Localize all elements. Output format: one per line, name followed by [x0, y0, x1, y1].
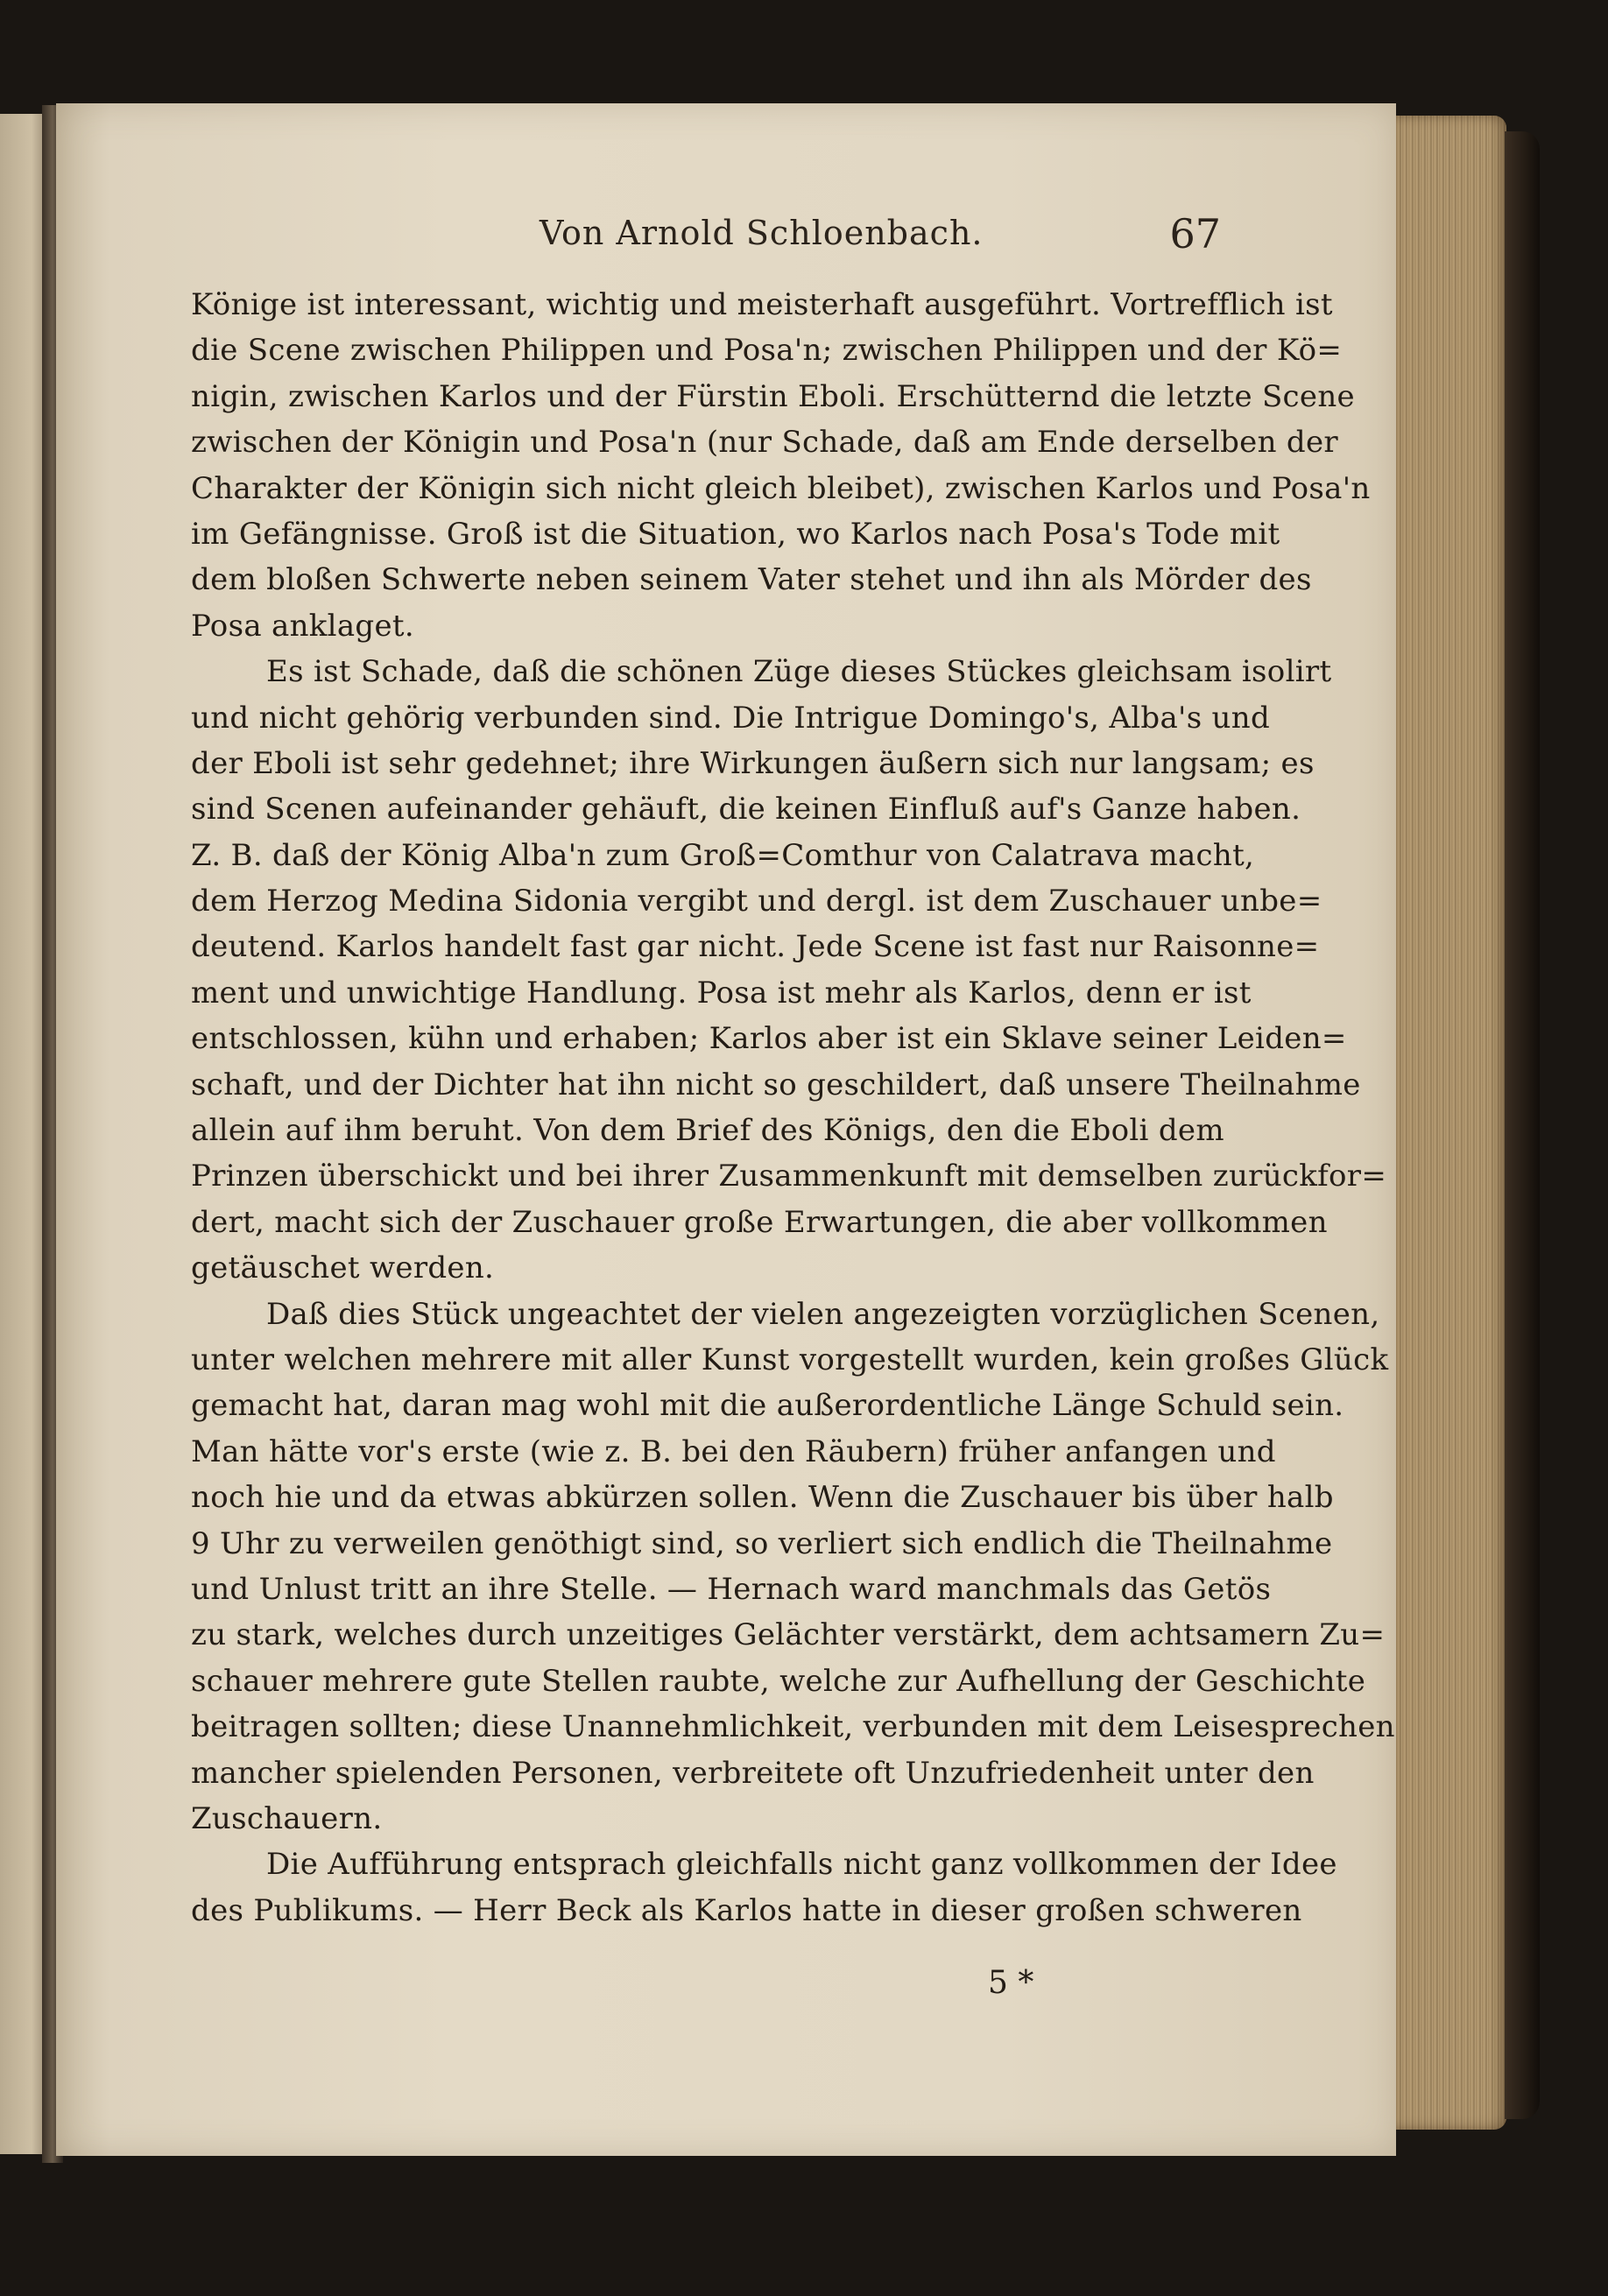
- text-line: Z. B. daß der König Alba'n zum Groß=Comthur von Calatrava macht,: [191, 837, 1255, 873]
- text-line: getäuschet werden.: [191, 1250, 495, 1286]
- text-line: und nicht gehörig verbunden sind. Die Intrigue Domingo's, Alba's und: [191, 700, 1271, 736]
- text-line: zu stark, welches durch unzeitiges Gelächter verstärkt, dem achtsamern Zu=: [191, 1617, 1386, 1653]
- text-line: des Publikums. — Herr Beck als Karlos hatte in dieser großen schweren: [191, 1892, 1302, 1928]
- text-line: entschlossen, kühn und erhaben; Karlos aber ist ein Sklave seiner Leiden=: [191, 1021, 1347, 1057]
- text-line: Die Aufführung entsprach gleichfalls nicht ganz vollkommen der Idee: [266, 1847, 1337, 1883]
- text-line: Charakter der Königin sich nicht gleich bleibet), zwischen Karlos und Posa'n: [191, 470, 1371, 506]
- text-line: ment und unwichtige Handlung. Posa ist mehr als Karlos, denn er ist: [191, 975, 1252, 1011]
- text-line: deutend. Karlos handelt fast gar nicht. Jede Scene ist fast nur Raisonne=: [191, 929, 1320, 965]
- text-line: zwischen der Königin und Posa'n (nur Schade, daß am Ende derselben der: [191, 425, 1338, 461]
- text-line: Es ist Schade, daß die schönen Züge dieses Stückes gleichsam isolirt: [266, 654, 1332, 690]
- text-line: Daß dies Stück ungeachtet der vielen angezeigten vorzüglichen Scenen,: [266, 1296, 1380, 1332]
- text-line: gemacht hat, daran mag wohl mit die außerordentliche Länge Schuld sein.: [191, 1388, 1344, 1424]
- page-number: 67: [1169, 210, 1221, 257]
- text-line: und Unlust tritt an ihre Stelle. — Hernach ward manchmals das Getös: [191, 1571, 1272, 1607]
- page-header: [191, 210, 1221, 263]
- text-line: schauer mehrere gute Stellen raubte, welche zur Aufhellung der Geschichte: [191, 1663, 1366, 1699]
- cover-shadow: [1505, 131, 1540, 2119]
- text-line: dem bloßen Schwerte neben seinem Vater stehet und ihn als Mörder des: [191, 562, 1312, 598]
- text-line: schaft, und der Dichter hat ihn nicht so geschildert, daß unsere Theilnahme: [191, 1067, 1361, 1102]
- text-line: die Scene zwischen Philippen und Posa'n; zwischen Philippen und der Kö=: [191, 333, 1343, 369]
- text-line: beitragen sollten; diese Unannehmlichkeit, verbunden mit dem Leisesprechen: [191, 1709, 1395, 1745]
- text-line: Zuschauern.: [191, 1800, 383, 1836]
- text-line: dert, macht sich der Zuschauer große Erwartungen, die aber vollkommen: [191, 1204, 1328, 1240]
- text-line: sind Scenen aufeinander gehäuft, die keinen Einfluß auf's Ganze haben.: [191, 792, 1301, 828]
- text-line: Posa anklaget.: [191, 608, 414, 644]
- text-line: Prinzen überschickt und bei ihrer Zusammenkunft mit demselben zurückfor=: [191, 1159, 1387, 1194]
- running-head: Von Arnold Schloenbach.: [540, 214, 984, 252]
- text-line: unter welchen mehrere mit aller Kunst vorgestellt wurden, kein großes Glück: [191, 1342, 1389, 1377]
- text-line: Könige ist interessant, wichtig und meisterhaft ausgeführt. Vortrefflich ist: [191, 287, 1333, 322]
- text-line: mancher spielenden Personen, verbreitete oft Unzufriedenheit unter den: [191, 1755, 1315, 1791]
- text-line: 9 Uhr zu verweilen genöthigt sind, so verliert sich endlich die Theilnahme: [191, 1525, 1333, 1561]
- text-line: im Gefängnisse. Groß ist die Situation, wo Karlos nach Posa's Tode mit: [191, 516, 1280, 552]
- text-line: der Eboli ist sehr gedehnet; ihre Wirkungen äußern sich nur langsam; es: [191, 745, 1315, 781]
- text-line: nigin, zwischen Karlos und der Fürstin Eboli. Erschütternd die letzte Scene: [191, 378, 1355, 414]
- page-block-edges: [1396, 116, 1506, 2130]
- body-text: [191, 282, 1395, 1933]
- text-line: Man hätte vor's erste (wie z. B. bei den Räubern) früher anfangen und: [191, 1433, 1276, 1469]
- text-line: dem Herzog Medina Sidonia vergibt und dergl. ist dem Zuschauer unbe=: [191, 884, 1322, 919]
- text-line: noch hie und da etwas abkürzen sollen. Wenn die Zuschauer bis über halb: [191, 1480, 1334, 1516]
- signature-mark: 5 *: [988, 1965, 1034, 2001]
- text-line: allein auf ihm beruht. Von dem Brief des Königs, den die Eboli dem: [191, 1113, 1224, 1149]
